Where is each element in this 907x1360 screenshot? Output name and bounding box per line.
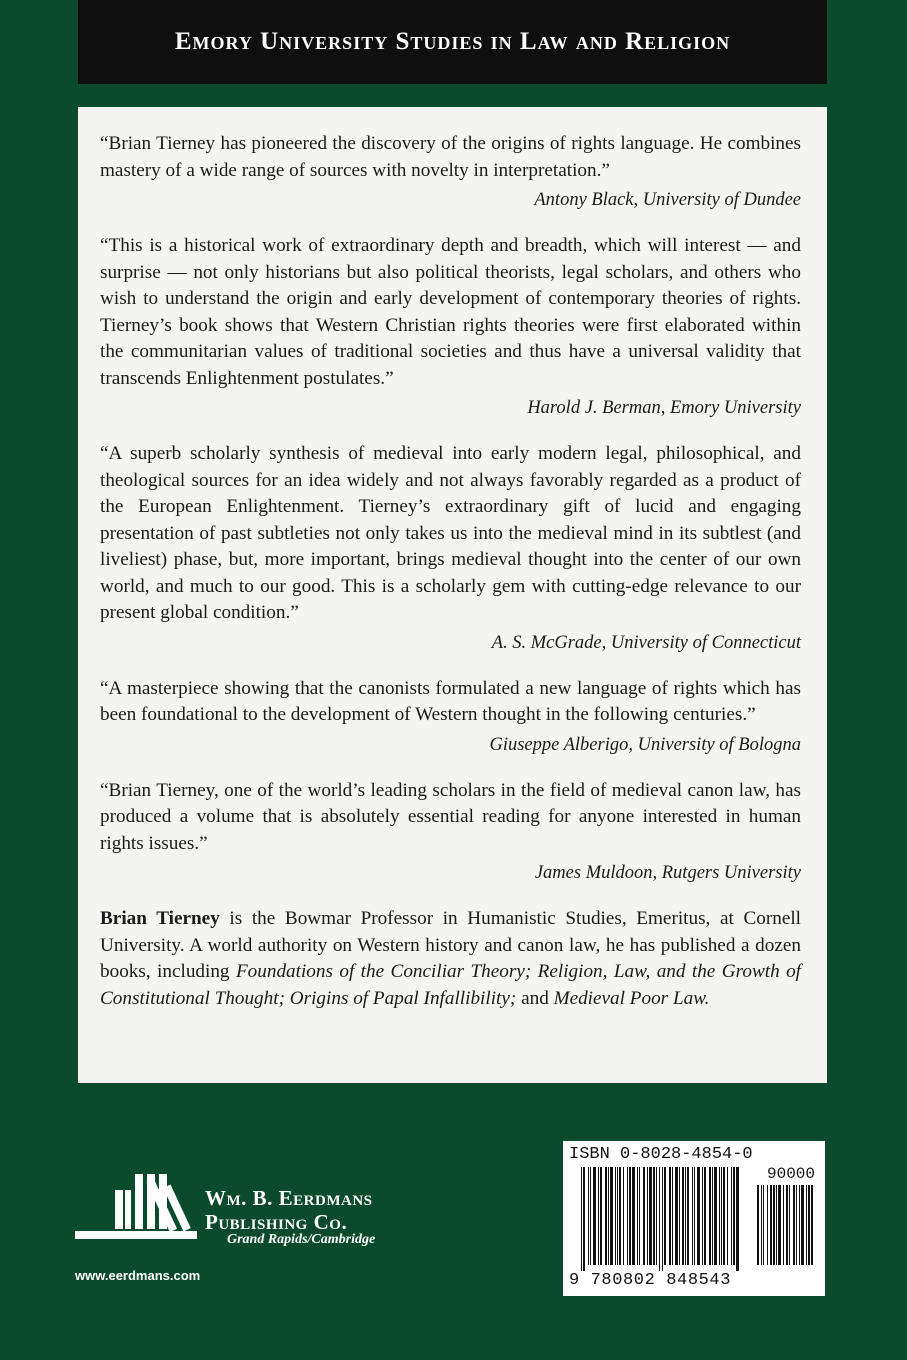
barcode-bar: [610, 1167, 613, 1265]
barcode-addon-bar: [783, 1185, 784, 1265]
blurb-quote: “A masterpiece showing that the canonists formulated a new language of rights which has been foundational to the development of Western thought in the following centuries.”: [100, 677, 801, 725]
bio-titles-2: Medieval Poor Law.: [553, 987, 710, 1009]
barcode-box: [563, 1141, 825, 1296]
barcode-bar: [682, 1167, 684, 1265]
barcode-bar: [639, 1167, 640, 1265]
barcode-addon-bar: [761, 1185, 762, 1265]
barcode-addon-bar: [793, 1185, 795, 1265]
barcode-bar: [692, 1167, 693, 1265]
barcode-addon-bar: [757, 1185, 759, 1265]
blurb-quote: “A superb scholarly synthesis of medieval into early modern legal, philosophical, and theological sources for an idea widely and not always favorably regarded as a product of the European Enlightenment. Tierney’s extraordinary gift of lucid and engaging presentation of past subtleties not only takes us into the medieval mind in its subtlest (and liveliest) phase, but, more important, brings medieval thought into the center of our own world, and much to our good. This is a scholarly gem with cutting-edge relevance to our present global condition.”: [100, 443, 801, 623]
barcode-addon-bar: [806, 1185, 807, 1265]
series-title: Emory University Studies in Law and Religion: [174, 28, 731, 55]
barcode-bar: [727, 1167, 728, 1265]
barcode-bar: [643, 1167, 645, 1265]
barcode-bar: [608, 1167, 609, 1265]
barcode-addon-bar: [767, 1185, 768, 1265]
publisher-logo: [75, 1170, 415, 1250]
barcode-bar: [617, 1167, 618, 1265]
barcode-bar: [719, 1167, 720, 1265]
bio-text-2: and: [516, 987, 554, 1009]
barcode-bar: [590, 1167, 591, 1265]
bio-titles-1: Foundations of the Conciliar Theory; Religion, Law, and the Growth of Constitutional Thought; Origins of Papal Infallibility;: [100, 961, 801, 1009]
blurb-quote: “Brian Tierney has pioneered the discovery of the origins of rights language. He combines mastery of a wide range of sources with novelty in interpretation.”: [100, 133, 801, 181]
blurb-2: [100, 233, 801, 421]
books-logo-icon: [75, 1170, 200, 1242]
barcode-bar: [662, 1167, 663, 1271]
barcode-bar: [736, 1167, 739, 1271]
barcode-bar: [619, 1167, 621, 1265]
barcode-bar: [721, 1167, 722, 1265]
barcode-bar: [653, 1167, 655, 1265]
barcode-addon-bar: [811, 1185, 813, 1265]
barcode-addon-bar: [778, 1185, 781, 1265]
publisher-website: www.eerdmans.com: [75, 1268, 201, 1283]
blurb-quote: “This is a historical work of extraordinary depth and breadth, which will interest — and surprise — not only historians but also political theorists, legal scholars, and others who wish to understand the origin and early development of contemporary theories of rights. Tierney’s book shows that Western Christian rights theories were first elaborated within the communitarian values of traditional societies and thus have a universal validity that transcends Enlightenment postulates.”: [100, 235, 801, 389]
blurb-quote: “Brian Tierney, one of the world’s leading scholars in the field of medieval canon law, has produced a volume that is absolutely essential reading for anyone interested in human rights issues.”: [100, 779, 801, 854]
barcode-bar: [709, 1167, 711, 1265]
barcode-bar: [583, 1167, 585, 1271]
barcode-bar: [659, 1167, 660, 1271]
barcode-bar: [714, 1167, 717, 1265]
publisher-name-line-1: Wm. B. Eerdmans: [205, 1186, 373, 1210]
blurb-attribution: Giuseppe Alberigo, University of Bologna: [489, 734, 801, 755]
barcode-bar: [593, 1167, 596, 1265]
isbn-text: ISBN 0-8028-4854-0: [569, 1145, 753, 1164]
bio-text-1: is the Bowmar Professor in Humanistic Studies, Emeritus, at Cornell University. A world authority on Western history and canon law, he has published a dozen books, including: [100, 908, 801, 982]
barcode-addon-bar: [799, 1185, 800, 1265]
barcode-bar: [656, 1167, 657, 1265]
barcode-bar: [731, 1167, 732, 1265]
blurb-panel: [78, 107, 827, 1083]
barcode-bar: [588, 1167, 589, 1265]
author-name: Brian Tierney: [100, 908, 220, 929]
barcode-bar: [647, 1167, 648, 1265]
barcode-bar: [675, 1167, 678, 1265]
barcode-bar: [694, 1167, 695, 1265]
barcode-bar: [623, 1167, 624, 1265]
blurb-attribution: James Muldoon, Rutgers University: [534, 863, 801, 883]
barcode-bar: [672, 1167, 673, 1265]
barcode-bar: [685, 1167, 686, 1265]
blurb-4: [100, 676, 801, 758]
publisher-name-line-2: Publishing Co.: [205, 1210, 348, 1234]
barcode-addon-bar: [796, 1185, 797, 1265]
ean-number: 9 780802 848543: [569, 1271, 732, 1290]
barcode-bar: [600, 1167, 602, 1265]
barcode-bar: [723, 1167, 725, 1265]
barcode-bar: [615, 1167, 616, 1265]
barcode-addon-bar: [773, 1185, 775, 1265]
barcode-addon-bar: [763, 1185, 764, 1265]
barcode-bar: [704, 1167, 706, 1265]
barcode-bar: [679, 1167, 680, 1265]
barcode-addon-bar: [776, 1185, 777, 1265]
barcode-bar: [712, 1167, 713, 1265]
barcode-addon-bar: [786, 1185, 788, 1265]
barcode-bar: [627, 1167, 628, 1265]
barcode-addon-bar: [808, 1185, 810, 1265]
barcode-addon-bar: [789, 1185, 790, 1265]
blurb-attribution: Harold J. Berman, Emory University: [527, 398, 801, 418]
barcode-bar: [598, 1167, 599, 1265]
barcode-bar: [664, 1167, 666, 1265]
barcode-bar: [702, 1167, 703, 1265]
series-banner: [78, 0, 827, 84]
barcode-bar: [629, 1167, 631, 1265]
blurb-1: [100, 131, 801, 213]
author-bio: [100, 906, 801, 1012]
barcode-bar: [733, 1167, 735, 1265]
publisher-cities: Grand Rapids/Cambridge: [227, 1232, 376, 1247]
barcode-bar: [605, 1167, 607, 1265]
barcode-addon-bar: [801, 1185, 804, 1265]
barcode-bar: [632, 1167, 635, 1265]
blurb-5: [100, 778, 801, 887]
barcode-bar: [669, 1167, 671, 1265]
price-code: 90000: [766, 1165, 815, 1183]
barcode-bar: [649, 1167, 652, 1265]
blurb-attribution: A. S. McGrade, University of Connecticut: [491, 632, 801, 653]
barcode-bar: [687, 1167, 689, 1265]
blurb-3: [100, 441, 801, 656]
barcode-bar: [697, 1167, 700, 1265]
barcode-icon: [581, 1167, 817, 1271]
blurb-attribution: Antony Black, University of Dundee: [534, 190, 801, 210]
publisher-name: [205, 1186, 373, 1234]
barcode-addon-bar: [770, 1185, 772, 1265]
barcode-bar: [581, 1167, 582, 1271]
barcode-bar: [637, 1167, 638, 1265]
